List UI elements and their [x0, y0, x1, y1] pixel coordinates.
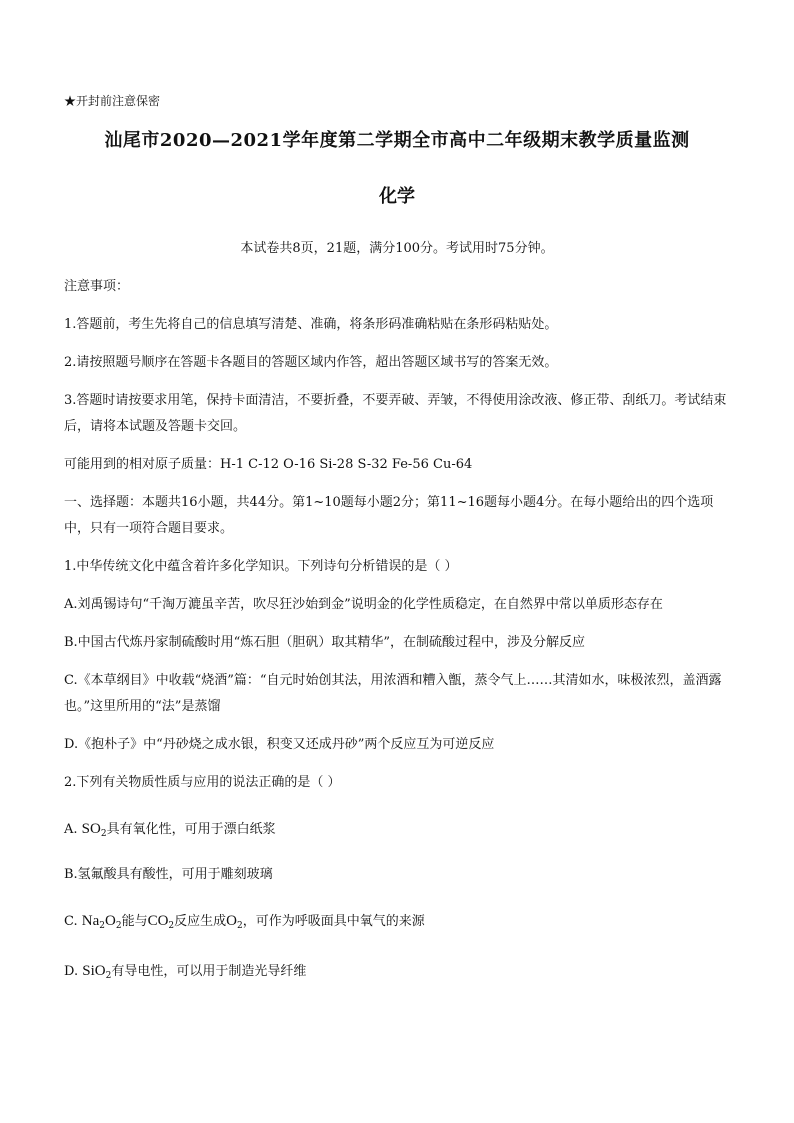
question-1-option-a: A.刘禹锡诗句“千淘万漉虽辛苦，吹尽狂沙始到金”说明金的化学性质稳定，在自然界中常以单质形态存在	[64, 597, 663, 612]
confidential-note: ★开封前注意保密	[64, 94, 161, 108]
note-item-3: 3.答题时请按要求用笔，保持卡面清洁，不要折叠，不要弄破、弄皱，不得使用涂改液、修正带、刮纸刀。考试结束后，请将本试题及答题卡交回。	[64, 393, 727, 434]
exam-title: 汕尾市2020—2021学年度第二学期全市高中二年级期末教学质量监测	[104, 130, 690, 151]
notes-heading: 注意事项：	[64, 279, 130, 294]
question-2-stem: 2.下列有关物质性质与应用的说法正确的是（ ）	[64, 775, 341, 790]
question-2-option-b: B.氢氟酸具有酸性，可用于雕刻玻璃	[64, 867, 273, 882]
note-item-2: 2.请按照题号顺序在答题卡各题目的答题区域内作答，超出答题区域书写的答案无效。	[64, 355, 558, 370]
question-1-stem: 1.中华传统文化中蕴含着许多化学知识。下列诗句分析错误的是（ ）	[64, 559, 458, 574]
section-1-intro: 一、选择题：本题共16小题，共44分。第1~10题每小题2分；第11~16题每小题4分。在每小题给出的四个选项中，只有一项符合题目要求。	[64, 495, 714, 536]
question-1-option-c: C.《本草纲目》中收载“烧酒”篇：“自元时始创其法，用浓酒和糟入甑，蒸令气上……其清如水，味极浓烈，盖酒露也。”这里所用的“法”是蒸馏	[64, 673, 722, 714]
note-item-1: 1.答题前，考生先将自己的信息填写清楚、准确，将条形码准确粘贴在条形码粘贴处。	[64, 317, 558, 332]
question-1-option-d: D.《抱朴子》中“丹砂烧之成水银，积变又还成丹砂”两个反应互为可逆反应	[64, 737, 495, 752]
atomic-masses: 可能用到的相对原子质量：H-1 C-12 O-16 Si-28 S-32 Fe-56 Cu-64	[64, 457, 473, 472]
question-2-option-d: D. SiO$_2$有导电性，可以用于制造光导纤维	[64, 963, 307, 981]
question-2-option-a: A. $SO_2$具有氧化性，可用于漂白纸浆	[64, 821, 276, 839]
subject-title: 化学	[379, 186, 415, 207]
exam-info: 本试卷共8页，21题，满分100分。考试用时75分钟。	[240, 241, 554, 256]
question-1-option-b: B.中国古代炼丹家制硫酸时用“炼石胆（胆矾）取其精华”，在制硫酸过程中，涉及分解反应	[64, 635, 585, 650]
question-2-option-c: C. $Na_2O_2$能与$CO_2$反应生成$O_2$，可作为呼吸面具中氧气的来源	[64, 913, 425, 931]
